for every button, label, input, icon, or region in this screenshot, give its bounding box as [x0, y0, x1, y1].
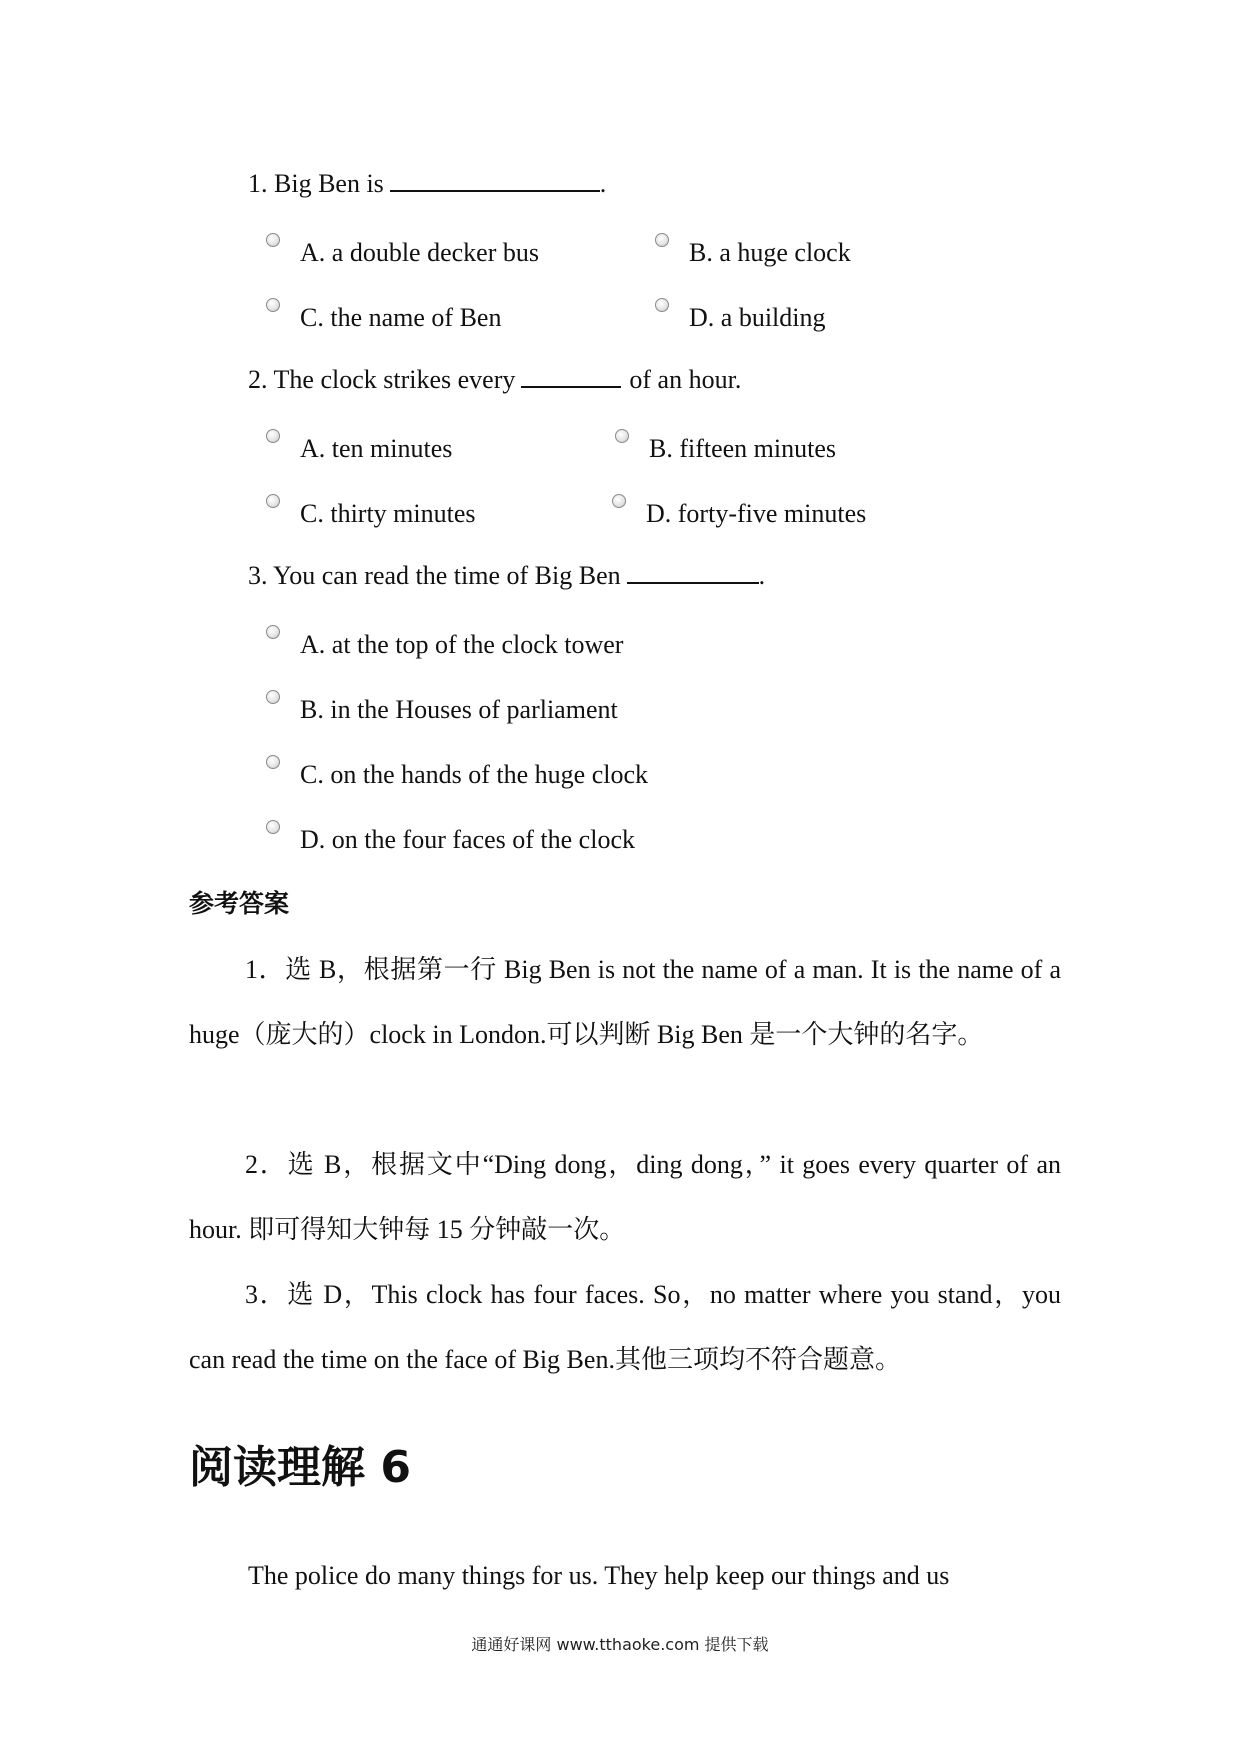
- option-label: B. in the Houses of parliament: [300, 695, 618, 724]
- option-label: D. on the four faces of the clock: [300, 825, 635, 854]
- radio-icon[interactable]: [266, 690, 280, 704]
- question-3-option-b[interactable]: [266, 694, 618, 726]
- option-label: A. at the top of the clock tower: [300, 630, 624, 659]
- option-label: D. forty-five minutes: [646, 499, 867, 528]
- question-2-text: 2. The clock strikes every: [248, 365, 516, 394]
- option-label: A. a double decker bus: [300, 238, 539, 267]
- radio-icon[interactable]: [655, 298, 669, 312]
- radio-icon[interactable]: [266, 494, 280, 508]
- question-3-end: .: [758, 561, 766, 590]
- question-3-blank: [627, 560, 759, 584]
- answer-3-text: 3．选 D，This clock has four faces. So，no matter where you stand，you can read the time on the face of Big Ben.其他三项均不符合题意。: [189, 1280, 1061, 1374]
- question-1-option-b[interactable]: [655, 237, 851, 269]
- question-1-option-a[interactable]: [266, 237, 539, 269]
- question-3-stem: [248, 560, 765, 592]
- question-1-stem: [248, 168, 606, 200]
- passage-first-line: The police do many things for us. They help keep our things and us: [248, 1561, 950, 1590]
- question-1-blank: [390, 168, 600, 192]
- answer-2-text: 2．选 B，根据文中“Ding dong，ding dong，” it goes every quarter of an hour. 即可得知大钟每 15 分钟敲一次。: [189, 1150, 1061, 1244]
- question-3-option-d[interactable]: [266, 824, 635, 856]
- page-footer: 通通好课网 www.tthaoke.com 提供下载: [471, 1635, 769, 1654]
- question-3-option-c[interactable]: [266, 759, 648, 791]
- question-2-option-b[interactable]: [615, 433, 836, 465]
- option-label: A. ten minutes: [300, 434, 453, 463]
- question-2-option-c[interactable]: [266, 498, 476, 530]
- answer-1: [189, 937, 1061, 1067]
- question-1-text: 1. Big Ben is: [248, 169, 384, 198]
- option-label: B. a huge clock: [689, 238, 851, 267]
- radio-icon[interactable]: [266, 298, 280, 312]
- radio-icon[interactable]: [266, 233, 280, 247]
- option-label: B. fifteen minutes: [649, 434, 837, 463]
- question-1-option-d[interactable]: [655, 302, 826, 334]
- question-3-option-a[interactable]: [266, 629, 623, 661]
- section-title: 阅读理解 6: [189, 1442, 411, 1493]
- radio-icon[interactable]: [266, 820, 280, 834]
- radio-icon[interactable]: [612, 494, 626, 508]
- option-label: D. a building: [689, 303, 826, 332]
- answer-heading: 参考答案: [189, 889, 290, 918]
- answer-2: [189, 1132, 1061, 1262]
- radio-icon[interactable]: [266, 625, 280, 639]
- option-label: C. thirty minutes: [300, 499, 476, 528]
- radio-icon[interactable]: [615, 429, 629, 443]
- question-2-option-a[interactable]: [266, 433, 452, 465]
- question-2-stem: [248, 364, 741, 396]
- question-2-option-d[interactable]: [612, 498, 866, 530]
- radio-icon[interactable]: [266, 429, 280, 443]
- radio-icon[interactable]: [655, 233, 669, 247]
- answer-3: [189, 1262, 1061, 1392]
- option-label: C. on the hands of the huge clock: [300, 760, 649, 789]
- question-1-end: .: [599, 169, 607, 198]
- answer-1-text: 1．选 B，根据第一行 Big Ben is not the name of a man. It is the name of a huge（庞大的）clock in London.可以判断 Big Ben 是一个大钟的名字。: [189, 955, 1061, 1049]
- question-2-blank: [521, 364, 621, 388]
- question-3-text: 3. You can read the time of Big Ben: [248, 561, 621, 590]
- option-label: C. the name of Ben: [300, 303, 502, 332]
- radio-icon[interactable]: [266, 755, 280, 769]
- question-2-end: of an hour.: [629, 365, 742, 394]
- question-1-option-c[interactable]: [266, 302, 501, 334]
